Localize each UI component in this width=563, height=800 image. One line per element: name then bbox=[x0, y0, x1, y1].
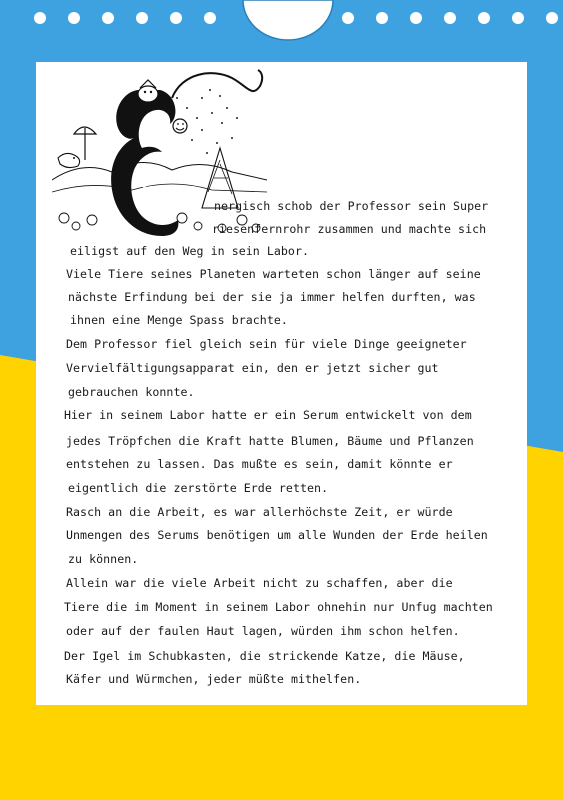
story-line: Rasch an die Arbeit, es war allerhöchste Zeit, er würde bbox=[66, 505, 453, 519]
story-line: Hier in seinem Labor hatte er ein Serum entwickelt von dem bbox=[64, 408, 472, 422]
story-line: eigentlich die zerstörte Erde retten. bbox=[68, 481, 329, 495]
story-line: eiligst auf den Weg in sein Labor. bbox=[70, 244, 310, 258]
binding-hole bbox=[102, 12, 114, 24]
story-line: Tiere die im Moment in seinem Labor ohnehin nur Unfug machten bbox=[64, 600, 493, 614]
binding-hole bbox=[68, 12, 80, 24]
story-line: nergisch schob der Professor sein Super bbox=[214, 199, 489, 213]
binding-hole bbox=[342, 12, 354, 24]
story-line: Unmengen des Serums benötigen um alle Wunden der Erde heilen bbox=[66, 528, 488, 542]
story-line: Viele Tiere seines Planeten warteten schon länger auf seine bbox=[66, 267, 481, 281]
binding-hole bbox=[204, 12, 216, 24]
story-line: Vervielfältigungsapparat ein, den er jetzt sicher gut bbox=[66, 361, 439, 375]
story-line: Käfer und Würmchen, jeder müßte mithelfen. bbox=[66, 672, 362, 686]
binding-hole bbox=[410, 12, 422, 24]
story-line: zu können. bbox=[68, 552, 139, 566]
story-line: riesenfernrohr zusammen und machte sich bbox=[212, 222, 487, 236]
story-line: entstehen zu lassen. Das mußte es sein, damit könnte er bbox=[66, 457, 453, 471]
binding-hole bbox=[478, 12, 490, 24]
binding-hole bbox=[136, 12, 148, 24]
story-line: Dem Professor fiel gleich sein für viele Dinge geeigneter bbox=[66, 337, 467, 351]
story-line: gebrauchen konnte. bbox=[68, 385, 195, 399]
binding-hole bbox=[546, 12, 558, 24]
story-line: Allein war die viele Arbeit nicht zu schaffen, aber die bbox=[66, 576, 453, 590]
binding-hole bbox=[34, 12, 46, 24]
binding-hole bbox=[170, 12, 182, 24]
decorated-initial-illustration bbox=[52, 68, 267, 246]
binding-hole bbox=[512, 12, 524, 24]
binding-hole bbox=[444, 12, 456, 24]
binding-hole bbox=[376, 12, 388, 24]
story-line: Der Igel im Schubkasten, die strickende Katze, die Mäuse, bbox=[64, 649, 465, 663]
story-line: oder auf der faulen Haut lagen, würden ihm schon helfen. bbox=[66, 624, 460, 638]
story-line: jedes Tröpfchen die Kraft hatte Blumen, Bäume und Pflanzen bbox=[66, 434, 474, 448]
story-line: nächste Erfindung bei der sie ja immer helfen durften, was bbox=[68, 290, 476, 304]
story-line: ihnen eine Menge Spass brachte. bbox=[70, 313, 288, 327]
